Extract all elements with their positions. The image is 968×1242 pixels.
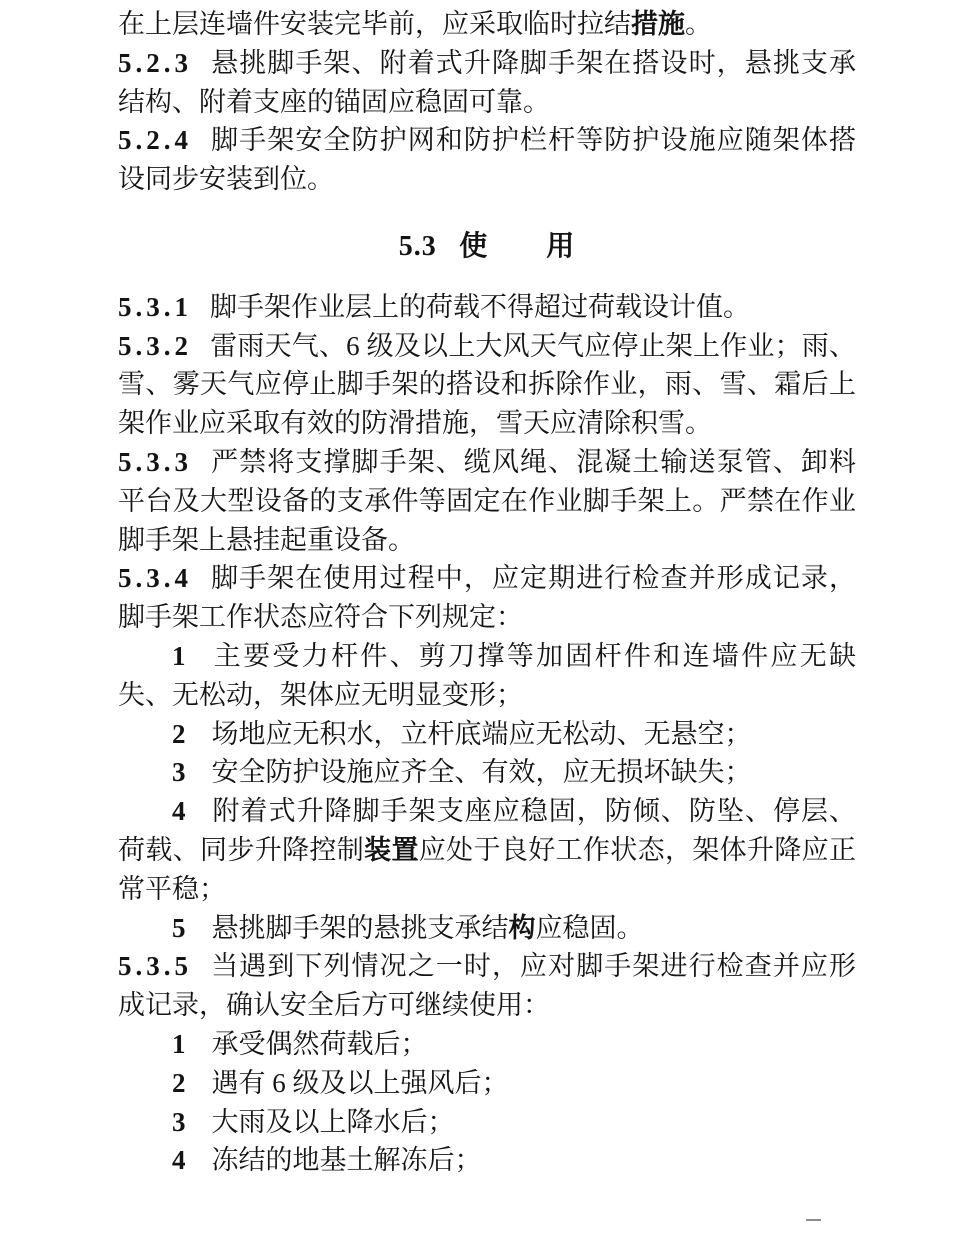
list-item — [118, 637, 856, 715]
list-item — [118, 715, 856, 754]
text-segment: 脚手架安全防护网和防护栏杆等防护设施应随架体搭设同步安装到位。 — [118, 125, 856, 195]
clause-number: 5.3.4 — [118, 563, 192, 594]
section-heading-title: 使 用 — [459, 230, 576, 262]
list-item-number: 2 — [172, 1067, 186, 1098]
text-segment: 应处于良好工作状态，架体升降应正常平稳； — [118, 834, 857, 904]
list-item-number: 4 — [172, 796, 186, 827]
list-item-number: 1 — [172, 1028, 186, 1059]
clause-number: 5.2.4 — [118, 125, 192, 156]
list-item-number: 1 — [172, 640, 186, 671]
text-segment: 装置 — [364, 834, 419, 865]
clause-paragraph — [118, 443, 856, 559]
list-item — [118, 1103, 856, 1142]
list-item-number: 2 — [172, 718, 186, 749]
text-segment: 遇有 6 级及以上强风后； — [211, 1067, 509, 1098]
clause-paragraph — [118, 559, 856, 637]
text-segment: 悬挑脚手架的悬挑支承结 — [211, 912, 509, 943]
text-segment: 冻结的地基土解冻后； — [211, 1145, 482, 1176]
text-segment: 安全防护设施应齐全、有效，应无损坏缺失； — [211, 757, 752, 788]
clause-paragraph — [118, 5, 856, 44]
clause-paragraph — [118, 327, 856, 443]
list-item-number: 3 — [172, 757, 186, 788]
clause-number: 5.3.1 — [118, 291, 192, 322]
text-segment: 构 — [508, 912, 536, 943]
text-segment: 雷雨天气、6 级及以上大风天气应停止架上作业；雨、雪、雾天气应停止脚手架的搭设和拆除作业，雨、雪、霜后上架作业应采取有效的防滑措施，雪天应清除积雪。 — [118, 330, 856, 439]
clause-number: 5.3.5 — [118, 951, 192, 982]
list-item — [118, 1025, 856, 1064]
text-segment: 悬挑脚手架、附着式升降脚手架在搭设时，悬挑支承结构、附着支座的锚固应稳固可靠。 — [118, 47, 856, 117]
section-heading — [118, 228, 856, 267]
list-item — [118, 909, 856, 948]
clause-paragraph — [118, 121, 856, 199]
text-segment: 应稳固。 — [535, 912, 644, 943]
clause-number: 5.2.3 — [118, 47, 192, 78]
text-segment: 大雨及以上降水后； — [211, 1106, 455, 1137]
text-segment: 严禁将支撑脚手架、缆风绳、混凝土输送泵管、卸料平台及大型设备的支承件等固定在作业脚手架上。严禁在作业脚手架上悬挂起重设备。 — [118, 446, 856, 555]
list-item — [118, 792, 856, 908]
clause-paragraph — [118, 44, 856, 122]
text-segment: 场地应无积水，立杆底端应无松动、无悬空； — [211, 718, 752, 749]
text-segment: 附着式升降脚手架支座应稳固，防倾、防坠、停层、荷载、同步升降控制 — [118, 796, 856, 865]
list-item — [118, 1064, 856, 1103]
list-item-number: 4 — [172, 1145, 186, 1176]
clause-number: 5.3.3 — [118, 446, 192, 477]
section-heading-number: 5.3 — [398, 230, 437, 262]
text-segment: 在上层连墙件安装完毕前，应采取临时拉结 — [118, 9, 631, 39]
document-text-column — [118, 5, 856, 1180]
text-segment: 。 — [685, 9, 712, 39]
text-segment: 脚手架在使用过程中，应定期进行检查并形成记录，脚手架工作状态应符合下列规定： — [118, 563, 856, 633]
list-item-number: 3 — [172, 1106, 186, 1137]
text-segment: 承受偶然荷载后； — [211, 1028, 428, 1059]
clause-number: 5.3.2 — [118, 330, 192, 361]
clause-paragraph — [118, 947, 856, 1025]
text-segment: 措施 — [631, 9, 685, 39]
list-item — [118, 1141, 856, 1180]
text-segment: 主要受力杆件、剪刀撑等加固杆件和连墙件应无缺失、无松动，架体应无明显变形； — [118, 640, 856, 710]
text-segment: 脚手架作业层上的荷载不得超过荷载设计值。 — [210, 291, 750, 322]
scan-artifact-dash — [806, 1219, 821, 1221]
text-segment: 当遇到下列情况之一时，应对脚手架进行检查并应形成记录，确认安全后方可继续使用： — [118, 951, 856, 1021]
list-item-number: 5 — [172, 912, 186, 943]
list-item — [118, 753, 856, 792]
clause-paragraph — [118, 288, 856, 327]
